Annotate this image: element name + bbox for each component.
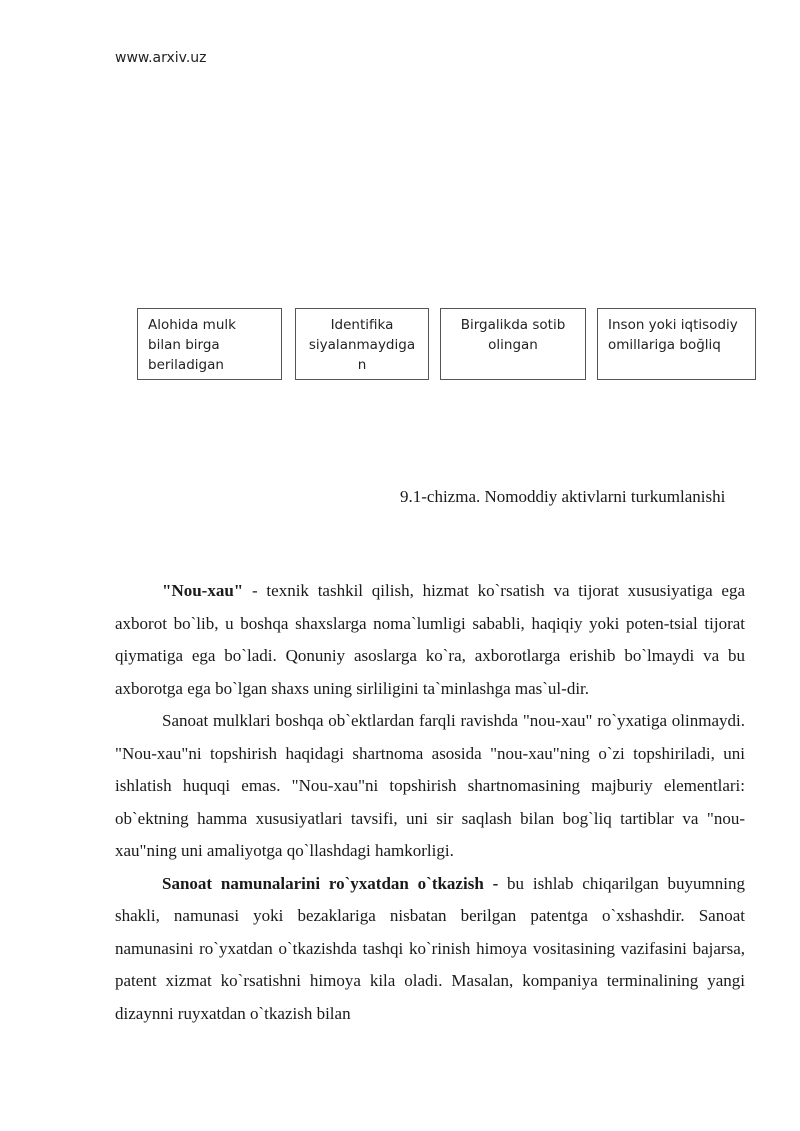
diagram-box-jointly-acquired [440, 308, 586, 380]
term-industrial-design: Sanoat namunalarini ro`yxatdan o`tkazish - [162, 873, 499, 893]
diagram-box-label: Alohida mulk bilan birga beriladigan [148, 317, 236, 373]
figure-caption: 9.1-chizma. Nomoddiy aktivlarni turkumlanishi [400, 487, 726, 506]
diagram-box-label: Inson yoki iqtisodiy omillariga boğliq [608, 317, 738, 353]
site-url: www.arxiv.uz [115, 50, 207, 66]
diagram-box-unidentifiable [295, 308, 429, 380]
paragraph-industrial-property [115, 705, 745, 868]
paragraph-text: Sanoat mulklari boshqa ob`ektlardan farqli ravishda "nou-xau" ro`yxatiga olinmaydi. "Nou-xau"ni topshirish haqidagi shartnoma asosida "nou-xau"ning o`zi topshiriladi, uni ishlatish huquqi emas. "Nou-xau"ni topshirish shartnomasining majburiy elementlari: ob`ektning hamma xususiyatlari tavsifi, uni sir saqlash bilan bog`liq tartiblar va "nou-xau"ning uni amaliyotga qo`llashdagi hamkorligi. [115, 711, 745, 860]
body-text [115, 575, 745, 1030]
paragraph-text: - texnik tashkil qilish, hizmat ko`rsatish va tijorat xususiyatiga ega axborot bo`lib, u boshqa shaxslarga noma`lumligi sababli, haqiqiy yoki poten-tsial tijorat qiymatiga ega bo`ladi. Qonuniy asoslarga ko`ra, axborotlarga erishib bo`lmaydi va bu axborotga ega bo`lgan shaxs uning sirliligini ta`minlashga mas`ul-dir. [115, 581, 745, 698]
diagram-box-label: Birgalikda sotib olingan [460, 317, 566, 353]
term-nou-xau: "Nou-xau" [162, 581, 244, 600]
paragraph-industrial-design [115, 868, 745, 1031]
diagram-box-label: Identifika siyalanmaydiga n [308, 317, 416, 373]
paragraph-nou-xau [115, 575, 745, 705]
diagram-box-human-factors [597, 308, 756, 380]
diagram-box-separable [137, 308, 282, 380]
paragraph-text: bu ishlab chiqarilgan buyumning shakli, namunasi yoki bezaklariga nisbatan berilgan patentga o`xshashdir. Sanoat namunasini ro`yxatdan o`tkazishda tashqi ko`rinish himoya vositasining vazifasini bajarsa, patent xizmat ko`rsatishni himoya kila oladi. Masalan, kompaniya terminalining yangi dizaynni ruyxatdan o`tkazish bilan [115, 873, 745, 1023]
